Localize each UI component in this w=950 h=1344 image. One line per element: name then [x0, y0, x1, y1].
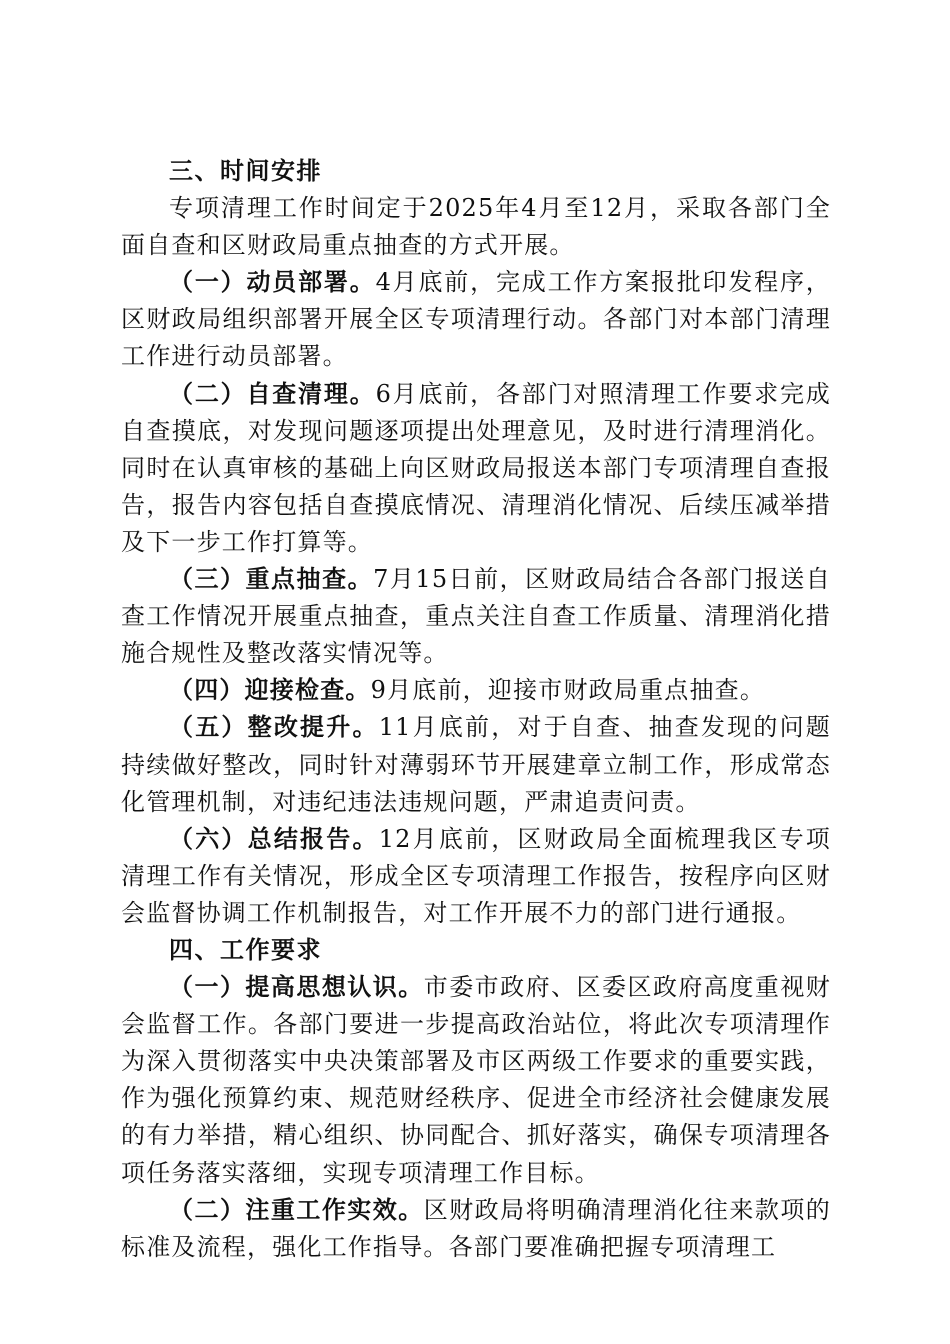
item-title: （五）整改提升。	[169, 713, 379, 742]
item-text: 6月底前，各部门对照清理工作要求完成自查摸底，对发现问题逐项提出处理意见，及时进行清理消化。同时在认真审核的基础上向区财政局报送本部门专项清理自查报告，报告内容包括自查摸底情况、清理消化情况、后续压减举措及下一步工作打算等。	[121, 379, 831, 556]
item-title: （二）自查清理。	[169, 379, 376, 408]
item-self-inspection	[121, 376, 831, 561]
item-focus-effectiveness	[121, 1192, 831, 1266]
section-intro-paragraph: 专项清理工作时间定于2025年4月至12月，采取各部门全面自查和区财政局重点抽查的方式开展。	[121, 194, 831, 260]
item-title: （三）重点抽查。	[169, 565, 374, 594]
section-heading-time-arrangement: 三、时间安排	[169, 157, 322, 185]
item-title: （一）动员部署。	[169, 268, 376, 297]
item-text: 4月底前，完成工作方案报批印发程序，区财政局组织部署开展全区专项清理行动。各部门对本部门清理工作进行动员部署。	[121, 268, 831, 371]
item-title: （四）迎接检查。	[169, 676, 371, 705]
item-text: 7月15日前，区财政局结合各部门报送自查工作情况开展重点抽查，重点关注自查工作质量、清理消化措施合规性及整改落实情况等。	[121, 565, 831, 668]
item-title: （一）提高思想认识。	[169, 973, 424, 1002]
document-body	[121, 153, 831, 1266]
item-text: 市委市政府、区委区政府高度重视财会监督工作。各部门要进一步提高政治站位，将此次专项清理作为深入贯彻落实中央决策部署及市区两级工作要求的重要实践，作为强化预算约束、规范财经秩序、促进全市经济社会健康发展的有力举措，精心组织、协同配合、抓好落实，确保专项清理各项任务落实落细，实现专项清理工作目标。	[121, 973, 831, 1187]
item-mobilization	[121, 264, 831, 375]
item-rectification	[121, 709, 831, 820]
item-summary-report	[121, 821, 831, 932]
section-heading-work-requirements: 四、工作要求	[169, 935, 322, 964]
item-title: （六）总结报告。	[169, 824, 379, 853]
item-raise-awareness	[121, 969, 831, 1192]
item-receive-inspection	[121, 672, 831, 709]
item-spot-check	[121, 561, 831, 672]
item-text: 9月底前，迎接市财政局重点抽查。	[370, 676, 766, 705]
item-text: 区财政局将明确清理消化往来款项的标准及流程，强化工作指导。各部门要准确把握专项清理工	[121, 1195, 831, 1261]
item-text: 11月底前，对于自查、抽查发现的问题持续做好整改，同时针对薄弱环节开展建章立制工作，形成常态化管理机制，对违纪违法违规问题，严肃追责问责。	[121, 713, 831, 816]
item-text: 12月底前，区财政局全面梳理我区专项清理工作有关情况，形成全区专项清理工作报告，按程序向区财会监督协调工作机制报告，对工作开展不力的部门进行通报。	[121, 824, 831, 927]
item-title: （二）注重工作实效。	[169, 1195, 424, 1224]
